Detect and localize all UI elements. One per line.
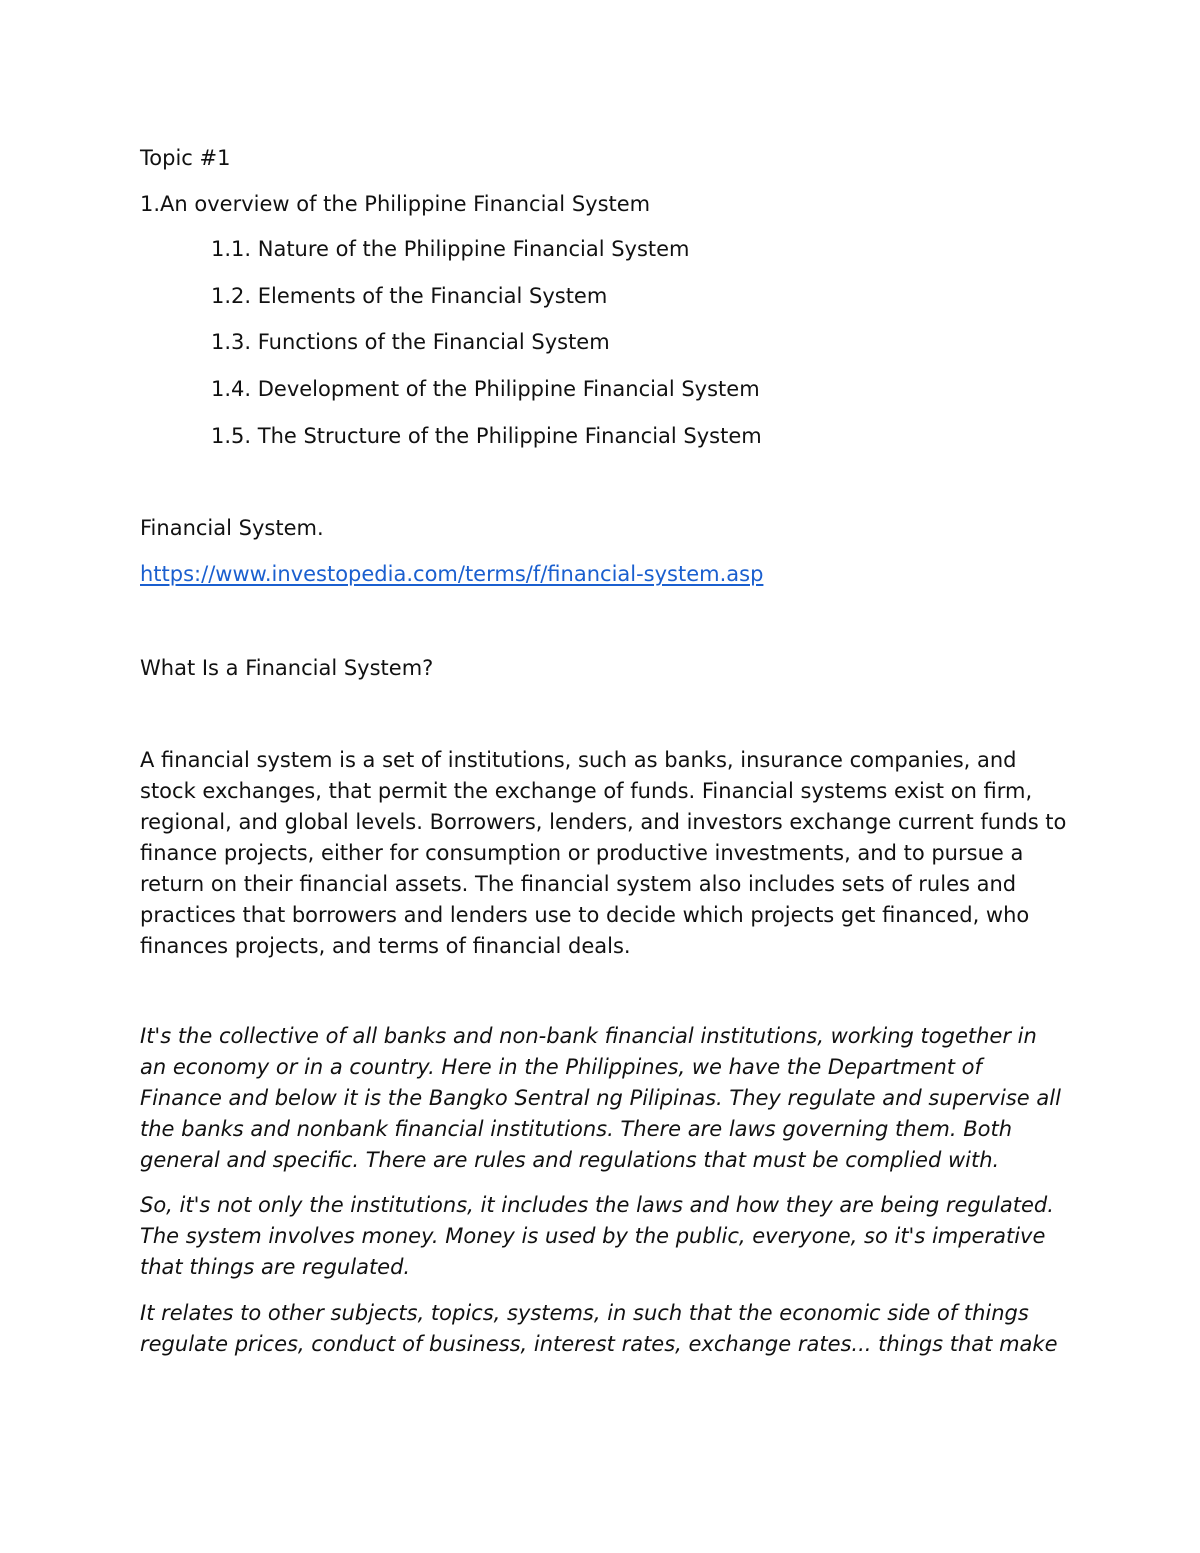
notes-line: So, it's not only the institutions, it includes the laws and how they are being regulated. [140,1193,1054,1217]
definition-line: A financial system is a set of institutions, such as banks, insurance companies, and [140,748,1017,772]
notes-paragraph-1 [140,1021,1070,1176]
outline-subitem-1-4: 1.4. Development of the Philippine Financial System [211,377,760,401]
source-link[interactable]: https://www.investopedia.com/terms/f/financial-system.asp [140,562,764,586]
main-outline-item: 1.An overview of the Philippine Financial System [140,192,651,216]
notes-line: general and specific. There are rules and regulations that must be complied with. [140,1148,1000,1172]
definition-line: stock exchanges, that permit the exchange of funds. Financial systems exist on firm, [140,779,1033,803]
definition-line: finances projects, and terms of financial deals. [140,934,631,958]
definition-line: return on their financial assets. The financial system also includes sets of rules and [140,872,1017,896]
definition-paragraph [140,745,1070,962]
notes-paragraph-3 [140,1298,1070,1360]
outline-subitem-1-3: 1.3. Functions of the Financial System [211,330,610,354]
definition-line: regional, and global levels. Borrowers, lenders, and investors exchange current funds to [140,810,1067,834]
source-label: Financial System. [140,516,324,540]
notes-line: Finance and below it is the Bangko Sentral ng Pilipinas. They regulate and supervise all [140,1086,1061,1110]
notes-line: that things are regulated. [140,1255,411,1279]
notes-line: the banks and nonbank financial institutions. There are laws governing them. Both [140,1117,1013,1141]
notes-line: regulate prices, conduct of business, interest rates, exchange rates... things that make [140,1332,1058,1356]
outline-subitem-1-1: 1.1. Nature of the Philippine Financial System [211,237,690,261]
notes-line: It's the collective of all banks and non-bank financial institutions, working together in [140,1024,1037,1048]
definition-line: practices that borrowers and lenders use to decide which projects get financed, who [140,903,1030,927]
question-heading: What Is a Financial System? [140,656,434,680]
notes-line: The system involves money. Money is used by the public, everyone, so it's imperative [140,1224,1046,1248]
notes-paragraph-2 [140,1190,1070,1283]
notes-line: It relates to other subjects, topics, systems, in such that the economic side of things [140,1301,1029,1325]
definition-line: finance projects, either for consumption or productive investments, and to pursue a [140,841,1024,865]
topic-heading: Topic #1 [140,146,231,170]
outline-subitem-1-2: 1.2. Elements of the Financial System [211,284,608,308]
notes-line: an economy or in a country. Here in the Philippines, we have the Department of [140,1055,982,1079]
outline-subitem-1-5: 1.5. The Structure of the Philippine Financial System [211,424,762,448]
